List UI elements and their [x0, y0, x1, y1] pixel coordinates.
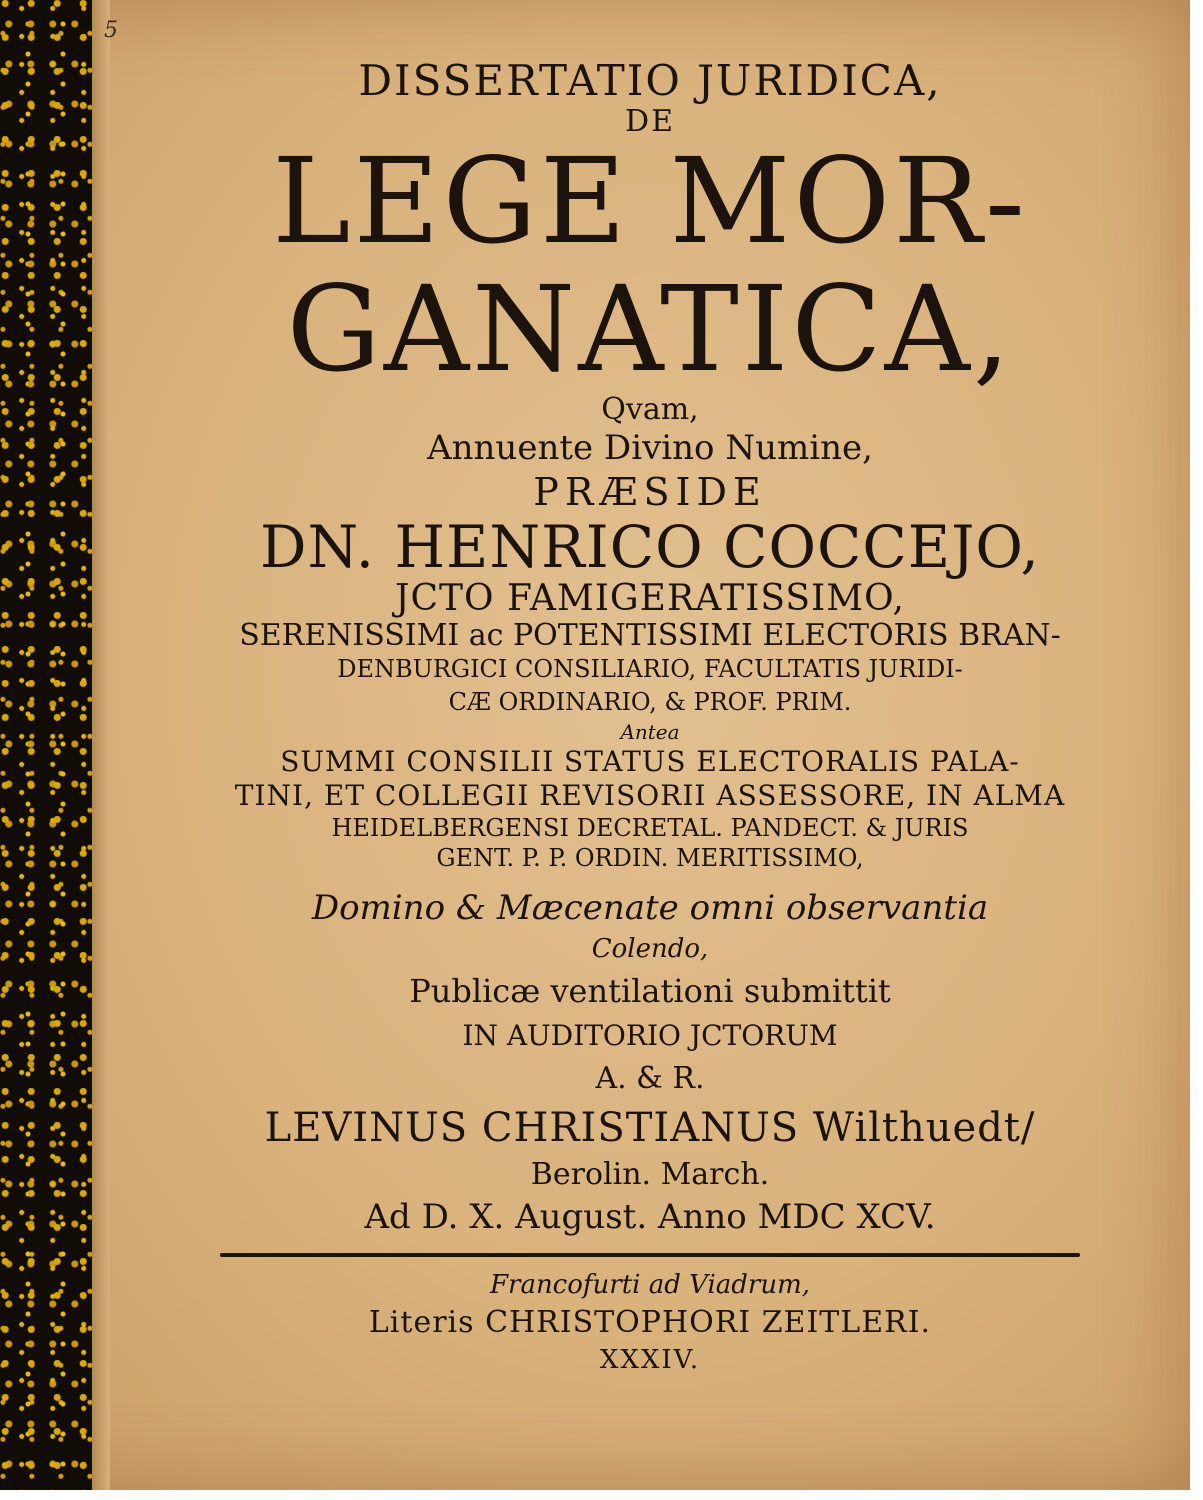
marbled-binding-strip	[0, 0, 92, 1490]
title-page-content	[180, 55, 1120, 1377]
titles-line-1: SERENISSIMI ac POTENTISSIMI ELECTORIS BRAN-	[239, 618, 1061, 653]
publicae-line: Publicæ ventilationi submittit	[409, 972, 891, 1010]
paper-spine-edge	[92, 0, 110, 1490]
former-titles-line-2: TINI, ET COLLEGII REVISORII ASSESSORE, IN ALMA	[234, 779, 1066, 812]
former-titles-line-3: HEIDELBERGENSI DECRETAL. PANDECT. & JURIS	[331, 814, 969, 842]
praeses-name: DN. HENRICO COCCEJO,	[260, 513, 1040, 581]
jcto-line: JCTO FAMIGERATISSIMO,	[395, 578, 905, 619]
colendo-line: Colendo,	[591, 934, 709, 964]
praeside-line: PRÆSIDE	[533, 470, 767, 514]
former-titles-line-4: GENT. P. P. ORDIN. MERITISSIMO,	[436, 844, 864, 872]
imprint-place: Francofurti ad Viadrum,	[489, 1270, 811, 1300]
former-titles-line-1: SUMMI CONSILII STATUS ELECTORALIS PALA-	[280, 745, 1020, 778]
domino-line: Domino & Mæcenate omni observantia	[311, 888, 989, 928]
imprint-printer: Literis CHRISTOPHORI ZEITLERI.	[368, 1305, 932, 1340]
corner-mark: 5	[104, 18, 118, 43]
dissertatio-line: DISSERTATIO JURIDICA,	[358, 56, 942, 105]
de-line: DE	[625, 104, 675, 139]
date-line: Ad D. X. August. Anno MDC XCV.	[364, 1197, 936, 1237]
auditorio-line: IN AUDITORIO JCTORUM	[462, 1019, 838, 1052]
quam-line: Qvam,	[601, 392, 699, 427]
titles-line-3: CÆ ORDINARIO, & PROF. PRIM.	[448, 688, 852, 716]
divider-rule	[220, 1253, 1080, 1257]
origin-line: Berolin. March.	[530, 1157, 770, 1192]
main-title-line-1: LEGE MOR-	[272, 132, 1028, 270]
titles-line-2: DENBURGICI CONSILIARIO, FACULTATIS JURIDI-	[337, 655, 963, 683]
imprint-number: XXXIV.	[599, 1345, 701, 1375]
annuente-line: Annuente Divino Numine,	[427, 428, 873, 468]
antea-line: Antea	[620, 720, 680, 744]
main-title-line-2: GANATICA,	[286, 260, 1014, 398]
ar-line: A. & R.	[595, 1061, 705, 1096]
respondent-name: LEVINUS CHRISTIANUS Wilthuedt/	[264, 1105, 1036, 1151]
